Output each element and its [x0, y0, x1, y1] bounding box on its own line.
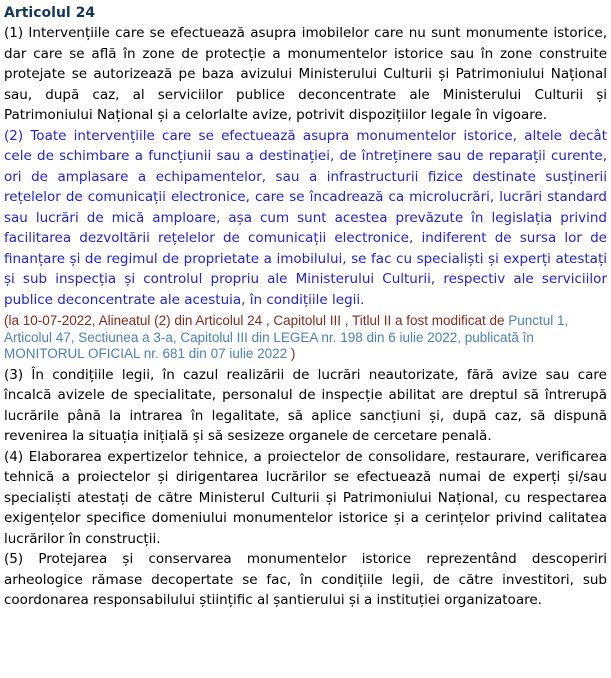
amendment-note-suffix: ): [287, 346, 296, 361]
paragraph-2: (2) Toate intervențiile care se efectuează asupra monumentelor istorice, altele decât cele de schimbare a funcțiunii sau a destinației, de întreținere sau de reparații curente, ori de amplasare a echipamentelor, sau a infrastructurii fizice destinate susținerii rețelelor de comunicații electronice, care se încadrează ca microlucrări, lucrări standard sau lucrări de mică amploare, așa cum sunt acestea prevăzute în legislația privind facilitarea dezvoltării rețelelor de comunicații electronice, indiferent de sursa lor de finanțare și de regimul de proprietate a imobilului, se fac cu specialiști și experți atestați și sub inspecția și controlul propriu ale Ministerului Culturii, respectiv ale serviciilor publice deconcentrate ale acestuia, în condițiile legii.: [4, 127, 607, 308]
article-title: Articolul 24: [4, 5, 96, 21]
paragraph-5: (5) Protejarea și conservarea monumentelor istorice reprezentând descoperiri arheologice rămase decopertate se fac, în condițiile legii, de către investitori, sub coordonarea responsabilului științific al șantierului și a instituției organizatoare.: [4, 551, 607, 608]
amendment-note: [4, 313, 607, 363]
amendment-note-prefix: (la 10-07-2022, Alineatul (2) din Articolul 24 , Capitolul III , Titlul II a fost modificat de: [4, 313, 509, 328]
paragraph-1: (1) Intervențiile care se efectuează asupra imobilelor care nu sunt monumente istorice, dar care se află în zone de protecție a monumentelor istorice sau în zone construite protejate se autorizează pe baza avizului Ministerului Culturii și Patrimoniului Național sau, după caz, al serviciilor publice deconcentrate ale Ministerului Culturii și Patrimoniului Național și a celorlalte avize, potrivit dispozițiilor legale în vigoare.: [4, 25, 607, 123]
amendment-law-link[interactable]: Punctul 1, Articolul 47, Sectiunea a 3-a, Capitolul III din LEGEA nr. 198 din 6 iulie 2022, publicată în MONITORUL OFICIAL nr. 681 din 07 iulie 2022: [4, 313, 569, 361]
paragraph-3: (3) În condițiile legii, în cazul realizării de lucrări neautorizate, fără avize sau care încalcă avizele de specialitate, personalul de inspecție abilitat are dreptul să întrerupă lucrările până la intrarea în legalitate, să aplice sancțiuni și, după caz, să dispună revenirea la situația inițială și să sesizeze organele de cercetare penală.: [4, 366, 607, 444]
paragraph-4: (4) Elaborarea expertizelor tehnice, a proiectelor de consolidare, restaurare, verificarea tehnică a proiectelor și dirigentarea lucrărilor se efectuează numai de experți și/sau specialiști atestați de către Ministerul Culturii și Patrimoniului Național, cu respectarea exigențelor specifice domeniului monumentelor istorice și a cerințelor privind calitatea lucrărilor în construcții.: [4, 448, 607, 547]
